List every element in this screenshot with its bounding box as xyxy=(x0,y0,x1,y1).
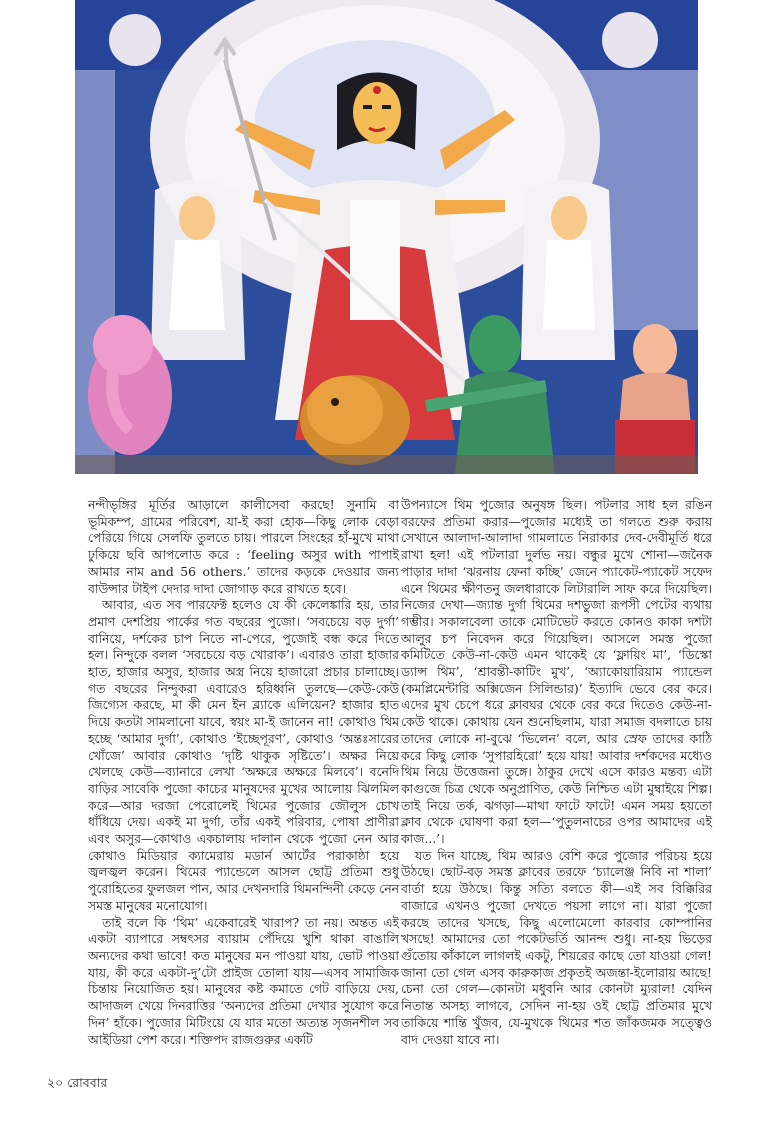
durga-idol-photo xyxy=(75,0,698,474)
article-paragraph: যত দিন যাচ্ছে, থিম আরও বেশি করে পুজোর পরিচয় হয়ে উঠছে। ছোট-বড় সমস্ত ক্লাবের তরফে ‘চ্যালেঞ্জ নিবি না শালা’ বার্তা হয়ে উঠছে। কিন্তু সত্যি বলতে কী—এই সব বিক্কিরির বাজারে এখনও পুজো দেখতে পয়সা লাগে না। যারা পুজো করছে তাদের খসছে, কিছু এলোমেলো কারবার কোম্পানির খসছে! আমাদের তো পকেটভর্তি আনন্দ শুধু। না-হয় ভিড়ের গুঁতোয় কাঁকালে লাগলই একটু, শিয়রের কাছে তো যাওয়া গেল! জানা তো গেল এসব কারুকাজ প্রকৃতই অজন্তা-ইলোরায় আছে! চেনা তো গেল—কোনটা মধুবনি আর কোনটা ম্যুরাল! যেদিন নিতান্ত অসহ্য লাগবে, সেদিন না-হয় ওই ছোট্ট প্রতিমার মুখে তাকিয়ে শান্তি খুঁজব, যে-মুখকে থিমের শত জাঁকজমক সত্ত্বেও বাদ দেওয়া যাবে না। xyxy=(401,847,712,1047)
page-folio: ২০ রোববার xyxy=(47,1075,108,1090)
article-paragraph: উপন্যাসে থিম পুজোর অনুষঙ্গ ছিল। পটলার সাধ হল রঙিন বরফের প্রতিমা করার—পুজোর মধ্যেই তা গলতে শুরু করায় সেখানে আলাদা-আলাদা গামলাতে নিরাকার দেব-দেবীমূর্তি ধরে রাখা হল! এই পটলারা দুর্লভ নয়। বন্ধুর মুখে শোনা—জনৈক পাড়ার দাদা ‘ঝরনায় ফেনা কচ্ছি’ জেনে প্যাকেট-প্যাকেট সফেদ এনে থিমের ক্ষীণতনু জলধারাকে লিটারালি সাফ করে দিয়েছিল। নিজের দেখা—জ্যান্ত দুর্গা থিমের দশভুজা রূপসী পেটের ব্যথায় গম্ভীর। সকালবেলা তাকে মোটিভেট করতে কোনও কাকা দশটা আলুর চপ নিবেদন করে গিয়েছিল। আসলে সমস্ত পুজো কমিটিতে কেউ-না-কেউ এমন থাকেই যে ‘ফ্লায়িং মা’, ‘ডিস্কো ড্যান্স থিম’, ‘শ্রাবন্তী-কাটিং মুখ’, ‘অ্যাকোয়ারিয়াম প্যান্ডেল (কমপ্লিমেন্টারি অক্সিজেন সিলিন্ডার)’ ইত্যাদি ভেবে বের করে। এদের মুখ চেপে ধরে ক্লাবঘর থেকে বের করে দিতেও কেউ-না-কেউ থাকে। কোথায় যেন শুনেছিলাম, যারা সমাজ বদলাতে চায় তাদের লোকে না-বুঝে ‘ভিলেন’ বলে, আর স্রেফ তাদের কাঠি করে কিছু লোক ‘সুপারহিরো’ হয়ে যায়! আবার দর্শকদের মধ্যেও থিম নিয়ে উত্তেজনা তুঙ্গে। ঠাকুর দেখে এসে কারও মন্তব্য এটা কাগুজে চিত্র থেকে অনুপ্রাণিত, কেউ নিশ্চিত এটা মুম্বাইয়ে শিল্প। তাই নিয়ে তর্ক, ঝগড়া—মাথা ফাটে ফাটে! এমন সময় হয়তো ক্লাব থেকে ঘোষণা করা হল—‘পুতুলনাচের ওপর আমাদের এই কাজ...’। xyxy=(401,497,712,847)
article-column-1 xyxy=(88,497,399,1048)
durga-idol-illustration xyxy=(75,0,698,474)
article-column-2 xyxy=(401,497,712,1048)
article-paragraph: তাই বলে কি ‘থিম’ একেবারেই খারাপ? তা নয়। অন্তত এই একটা ব্যাপারে সম্বৎসর ব্যায়াম পেঁদিয়ে খুশি থাকা বাঙালি অন্যদের কথা ভাবে! কত মানুষের মন পাওয়া যায়, ভোট পাওয়া যায়, কী করে একটা-দু’টো প্রাইজ তোলা যায়—এসব সামাজিক চিন্তায় নিয়োজিত হয়। মানুষের কষ্ট কমাতে গেট বাড়িয়ে দেয়, আদাজল খেয়ে দিনরাত্তির ‘অন্যদের প্রতিমা দেখার সুযোগ করে দিন’ হাঁকে। পুজোর মিটিংয়ে যে যার মতো অত্যন্ত সৃজনশীল সব আইডিয়া পেশ করে। শক্তিপদ রাজগুরুর একটি xyxy=(88,914,399,1047)
article-paragraph: আবার, এত সব পারফেক্ট হলেও যে কী কেলেঙ্কারি হয়, তার প্রমাণ দেশপ্রিয় পার্কের গত বছরের পুজো। ‘সবচেয়ে বড় দুর্গা’ বানিয়ে, দর্শকের চাপ নিতে না-পেরে, পুজোই বন্ধ করে দিতে হল। নিন্দুকে বলল ‘সবচেয়ে বড় খোরাক’। এবারও তারা হাজার হাত, হাজার অসুর, হাজার অস্ত্র নিয়ে হাজারো প্রচার চালাচ্ছে। গত বছরের নিন্দুকরা এবারেও হরিধ্বনি তুলছে—কেউ-কেউ জিগ্যেস করছে, মা কী মেন ইন ব্ল্যাকে এলিয়েন? হাজার হাত দিয়ে কতটা সামলানো যাবে, স্বয়ং মা-ই জানেন না! কোথাও থিম হচ্ছে ‘আমার দুর্গা’, কোথাও ‘ইচ্ছেপূরণ’, কোথাও ‘অন্তঃসারের খোঁজে’ আবার কোথাও ‘দৃষ্টি থাকুক সৃষ্টিতে’। অক্ষর নিয়ে খেলছে কেউ—ব্যানারে লেখা ‘অক্ষরে অক্ষরে মিলবে’। বনেদি বাড়ির সাবেকি পুজো কাচের মানুষদের মুখের আলোয় ঝিলমিল করে—আর দরজা পেরোলেই থিমের পুজোর জৌলুস চোখ ধাঁধিয়ে দেয়। একই মা দুর্গা, তাঁর একই পরিবার, পোষা প্রাণীরা এবং অসুর—কোথাও একচালায় দালান থেকে পুজো নেন আর কোথাও মিডিয়ার ক্যামেরায় মডার্ন আর্টের পরাকাষ্ঠা হয়ে জ্বলজ্বল করেন। থিমের প্যান্ডেলে আসল ছোট্ট প্রতিমা শুধু পুরোহিতের ফুলজল পান, আর দেখনদারি থিমনন্দিনী কেড়ে নেন সমস্ত মানুষের মনোযোগ। xyxy=(88,597,399,913)
article-paragraph: নন্দীভৃঙ্গির মূর্তির আড়ালে কালীসেবা করছে! সুনামি বা ভূমিকম্প, গ্রামের পরিবেশ, যা-ই করা হোক—কিছু লোক বেড়া পেরিয়ে গিয়ে সেলফি তুলতে চায়। পারলে সিংহের হাঁ-মুখে মাথা ঢুকিয়ে ছবি আপলোড করে : ‘feeling অসুর with পাপাই আমার নাম and 56 others.’ তাদের কড়কে দেওয়ার জন্য বাউন্সার টাইপ দেদার দাদা জোগাড় করে রাখতে হবে। xyxy=(88,497,399,596)
